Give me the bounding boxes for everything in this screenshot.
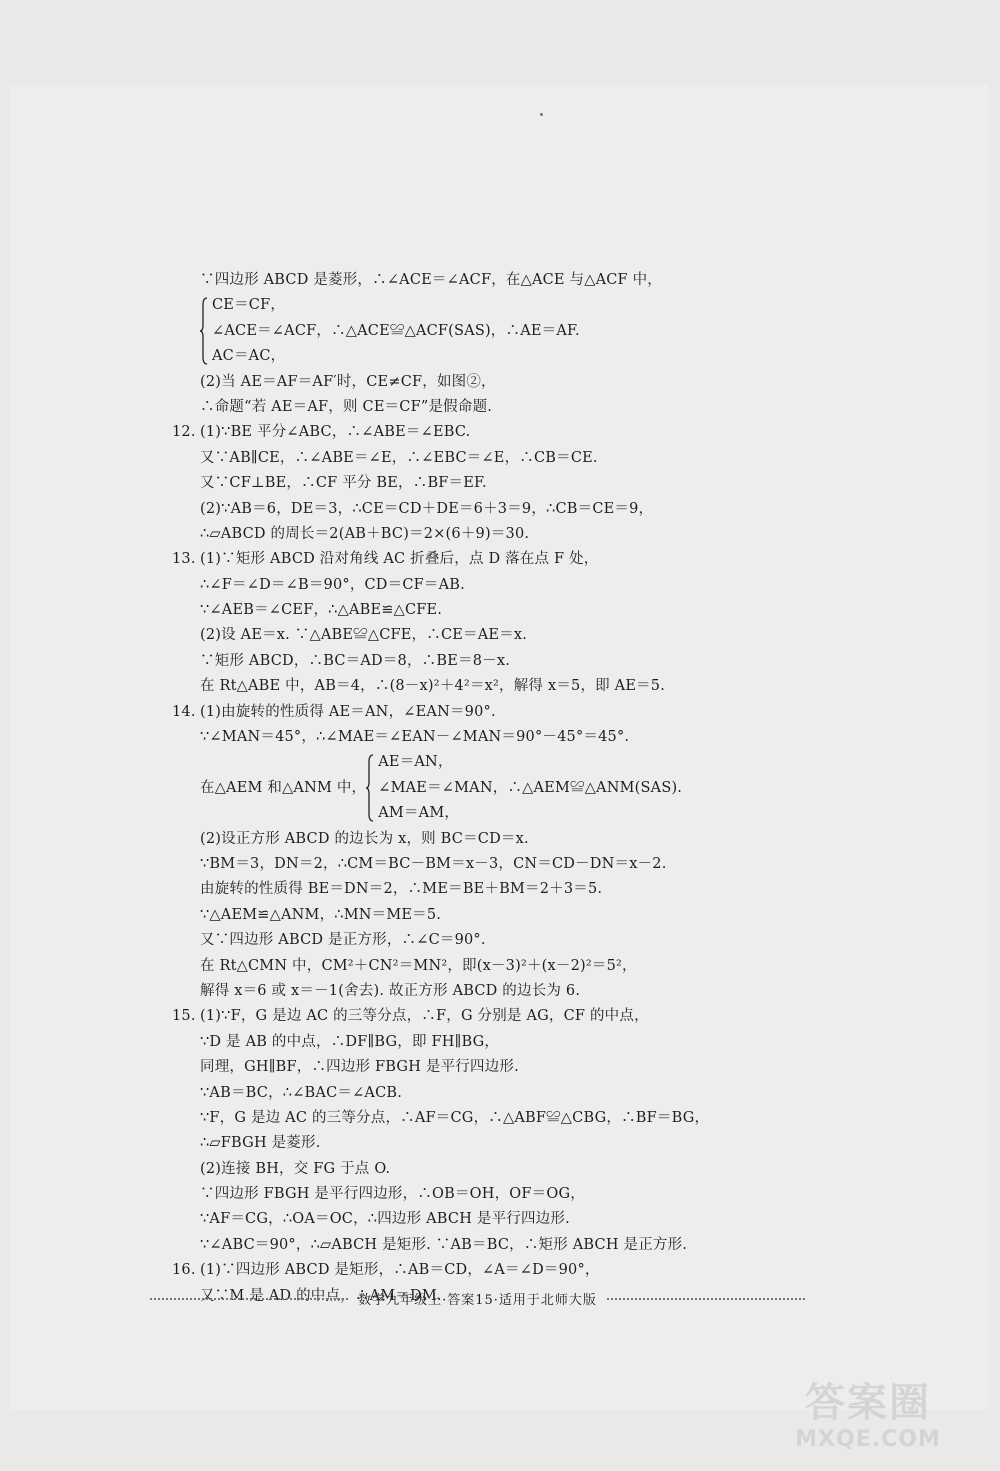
- question-number: 14.: [172, 703, 196, 720]
- footer-dotted-rule: [607, 1298, 805, 1300]
- footer-dotted-rule: [150, 1298, 348, 1300]
- text-line: 又∵四边形 ABCD 是正方形，∴∠C＝90°.: [200, 932, 486, 949]
- question-13-line: [172, 547, 812, 572]
- text-span: (1)∵四边形 ABCD 是矩形，∴AB＝CD，∠A＝∠D＝90°，: [200, 1262, 600, 1279]
- equation-system: [172, 750, 812, 826]
- answer-body: [172, 268, 812, 1309]
- text-span: (1)∵F，G 是边 AC 的三等分点，∴F，G 分别是 AG，CF 的中点，: [200, 1008, 649, 1025]
- text-line: ∵矩形 ABCD，∴BC＝AD＝8，∴BE＝8－x.: [200, 652, 511, 669]
- question-number: 15.: [172, 1008, 196, 1025]
- page-footer: [150, 1288, 805, 1308]
- text-line: ∵AB＝BC，∴∠BAC＝∠ACB.: [200, 1084, 403, 1101]
- text-line: ∵△AEM≌△ANM，∴MN＝ME＝5.: [200, 906, 442, 923]
- text-line: ∵∠AEB＝∠CEF，∴△ABE≌△CFE.: [200, 602, 443, 619]
- question-number: 16.: [172, 1262, 196, 1279]
- text-line: (2)当 AE＝AF＝AF′时，CE≠CF，如图②，: [200, 373, 496, 390]
- text-line: ∵四边形 ABCD 是菱形，∴∠ACE＝∠ACF，在△ACE 与△ACF 中，: [200, 272, 663, 288]
- question-number: 12.: [172, 424, 196, 441]
- question-16-line: [172, 1258, 812, 1283]
- text-line: ∴∠F＝∠D＝∠B＝90°，CD＝CF＝AB.: [200, 576, 465, 593]
- text-line: 在 Rt△ABE 中，AB＝4，∴(8－x)²＋4²＝x²，解得 x＝5，即 AE＝5.: [200, 678, 666, 695]
- text-line: ∵四边形 FBGH 是平行四边形，∴OB＝OH，OF＝OG，: [200, 1186, 585, 1203]
- text-line: (2)∵AB＝6，DE＝3，∴CE＝CD＋DE＝6＋3＝9，∴CB＝CE＝9，: [200, 500, 654, 517]
- text-line: ∵∠ABC＝90°，∴▱ABCH 是矩形. ∵AB＝BC，∴矩形 ABCH 是正方形.: [200, 1236, 688, 1253]
- text-span: (1)∵BE 平分∠ABC，∴∠ABE＝∠EBC.: [200, 424, 471, 441]
- text-line: ∵D 是 AB 的中点，∴DF∥BG，即 FH∥BG，: [200, 1033, 500, 1050]
- text-line: ∵AF＝CG，∴OA＝OC，∴四边形 ABCH 是平行四边形.: [200, 1211, 570, 1228]
- text-line: 解得 x＝6 或 x＝－1(舍去). 故正方形 ABCD 的边长为 6.: [200, 982, 581, 999]
- text-line: 同理，GH∥BF，∴四边形 FBGH 是平行四边形.: [200, 1059, 519, 1076]
- text-line: ∴▱ABCD 的周长＝2(AB＋BC)＝2×(6＋9)＝30.: [200, 525, 530, 542]
- text-line: 又∵CF⊥BE，∴CF 平分 BE，∴BF＝EF.: [200, 475, 487, 492]
- system-row: AM＝AM，: [378, 805, 460, 822]
- text-line: ∴▱FBGH 是菱形.: [200, 1135, 321, 1152]
- system-lead: 在△AEM 和△ANM 中，: [200, 779, 367, 796]
- text-line: ∵∠MAN＝45°，∴∠MAE＝∠EAN－∠MAN＝90°－45°＝45°.: [200, 729, 630, 746]
- watermark-en: MXQE.COM: [795, 1427, 941, 1452]
- text-line: 由旋转的性质得 BE＝DN＝2，∴ME＝BE＋BM＝2＋3＝5.: [200, 881, 603, 898]
- system-row: ∠ACE＝∠ACF，∴△ACE≌△ACF(SAS)，∴AE＝AF.: [212, 322, 580, 339]
- text-line: ∵F，G 是边 AC 的三等分点，∴AF＝CG，∴△ABF≌△CBG，∴BF＝BG，: [200, 1109, 710, 1126]
- text-line: 又∵M 是 AD 的中点，∴AM＝DM.: [200, 1287, 442, 1304]
- text-line: ∵BM＝3，DN＝2，∴CM＝BC－BM＝x－3，CN＝CD－DN＝x－2.: [200, 855, 667, 872]
- footer-text: 数学九年级上·答案15·适用于北师大版: [358, 1292, 597, 1308]
- text-span: (1)∵矩形 ABCD 沿对角线 AC 折叠后，点 D 落在点 F 处，: [200, 551, 599, 568]
- left-brace-icon: [366, 754, 374, 822]
- text-line: (2)连接 BH，交 FG 于点 O.: [200, 1160, 391, 1177]
- system-row: AC＝AC，: [212, 348, 286, 365]
- text-line: 在 Rt△CMN 中，CM²＋CN²＝MN²，即(x－3)²＋(x－2)²＝5²，: [200, 957, 637, 974]
- left-brace-icon: [200, 297, 208, 365]
- text-line: (2)设正方形 ABCD 的边长为 x，则 BC＝CD＝x.: [200, 830, 529, 847]
- text-line: 又∵AB∥CE，∴∠ABE＝∠E，∴∠EBC＝∠E，∴CB＝CE.: [200, 449, 598, 466]
- text-line: (2)设 AE＝x. ∵△ABE≌△CFE，∴CE＝AE＝x.: [200, 627, 528, 644]
- system-row: ∠MAE＝∠MAN，∴△AEM≌△ANM(SAS).: [378, 779, 683, 796]
- text-span: (1)由旋转的性质得 AE＝AN，∠EAN＝90°.: [200, 703, 496, 720]
- question-number: 13.: [172, 551, 196, 568]
- text-line: ∴命题“若 AE＝AF，则 CE＝CF”是假命题.: [200, 398, 493, 415]
- question-12-line: [172, 420, 812, 445]
- system-row: AE＝AN，: [378, 754, 453, 771]
- watermark-logo: [758, 1379, 978, 1459]
- question-15-line: [172, 1004, 812, 1029]
- scan-speck: [540, 113, 543, 116]
- watermark-cn: 答案圈: [805, 1380, 931, 1426]
- question-14-line: [172, 700, 812, 725]
- equation-system: [172, 293, 812, 369]
- system-row: CE＝CF，: [212, 297, 286, 314]
